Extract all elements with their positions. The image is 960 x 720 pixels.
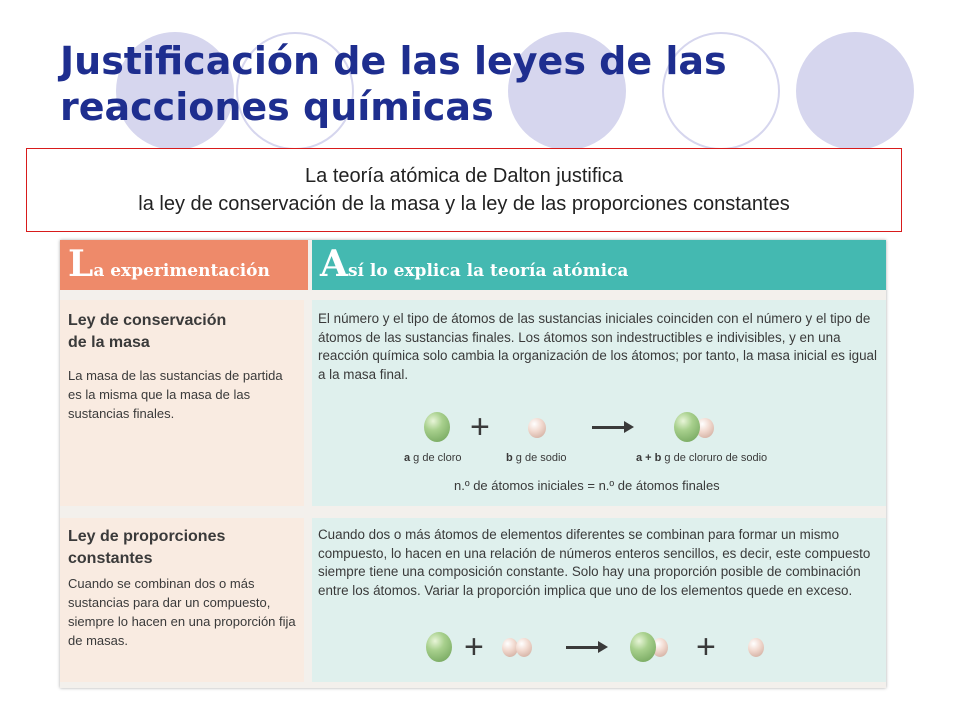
chlorine-atom bbox=[424, 412, 450, 442]
plus-sign-1: + bbox=[464, 628, 484, 666]
row2-right-cell bbox=[312, 518, 886, 682]
header-right-cap: A bbox=[320, 243, 348, 285]
label-c-var: a + b bbox=[636, 452, 662, 464]
subtitle-line-1: La teoría atómica de Dalton justifica bbox=[305, 165, 623, 187]
label-a-var: a bbox=[404, 452, 411, 464]
label-c-text: g de cloruro de sodio bbox=[661, 452, 768, 464]
row1-title-line1: Ley de conservación bbox=[68, 312, 227, 329]
header-right-text: sí lo explica la teoría atómica bbox=[347, 261, 629, 281]
atoms-equation: n.º de átomos iniciales = n.º de átomos finales bbox=[454, 478, 720, 493]
subtitle-line-2: la ley de conservación de la masa y la ley de las proporciones constantes bbox=[138, 193, 790, 215]
row-conservation bbox=[60, 300, 886, 506]
plus-sign: + bbox=[470, 408, 490, 446]
row2-title-line2: constantes bbox=[68, 550, 153, 567]
reactant-green-atom bbox=[426, 632, 452, 662]
label-b-text: g de sodio bbox=[512, 452, 567, 464]
subtitle-box bbox=[26, 148, 902, 232]
reactant-pink-atom-2 bbox=[516, 638, 532, 657]
label-a-text: g de cloro bbox=[410, 452, 462, 464]
row1-description: La masa de las sustancias de partida es la misma que la masa de las sustancias finales. bbox=[68, 368, 283, 421]
row2-title-line1: Ley de proporciones bbox=[68, 528, 226, 545]
header-atomic-theory bbox=[312, 240, 886, 290]
textbook-table bbox=[60, 240, 886, 688]
row2-explanation: Cuando dos o más átomos de elementos diferentes se combinan para formar un mismo compuesto, lo hacen en una relación de números enteros sencillos, es decir, este compuesto siempre tiene una composición constante. Solo hay una proporción posible de combinación entre los átomos. Variar la proporción implica que uno de los elementos quede en exceso. bbox=[318, 527, 871, 598]
row1-right-cell bbox=[312, 300, 886, 506]
product-green-atom bbox=[630, 632, 656, 662]
slide-title: Justificación de las leyes de las reacciones químicas bbox=[60, 39, 727, 129]
reaction-arrow bbox=[592, 426, 626, 429]
label-chlorine bbox=[404, 452, 462, 464]
excess-pink-atom bbox=[748, 638, 764, 657]
row2-left-cell bbox=[60, 518, 304, 682]
product-chlorine-atom bbox=[674, 412, 700, 442]
row-proportions bbox=[60, 518, 886, 682]
label-b-var: b bbox=[506, 452, 513, 464]
row1-explanation: El número y el tipo de átomos de las sustancias iniciales coinciden con el número y el tipo de átomos de las sustancias finales. Los átomos son indestructibles e indivisibles, y en una reacción química solo cambia la organización de los átomos; por tanto, la masa inicial es igual a la masa final. bbox=[318, 311, 877, 382]
row1-title-line2: de la masa bbox=[68, 334, 150, 351]
header-left-cap: L bbox=[68, 243, 94, 285]
header-left-text: a experimentación bbox=[93, 261, 270, 281]
row1-left-cell bbox=[60, 300, 304, 506]
reaction-arrow-2 bbox=[566, 646, 600, 649]
plus-sign-2: + bbox=[696, 628, 716, 666]
label-sodium bbox=[506, 452, 567, 464]
label-sodium-chloride bbox=[636, 452, 767, 464]
sodium-atom bbox=[528, 418, 546, 438]
header-experimentation bbox=[60, 240, 308, 290]
row2-description: Cuando se combinan dos o más sustancias para dar un compuesto, siempre lo hacen en una proporción fija de masas. bbox=[68, 576, 296, 648]
